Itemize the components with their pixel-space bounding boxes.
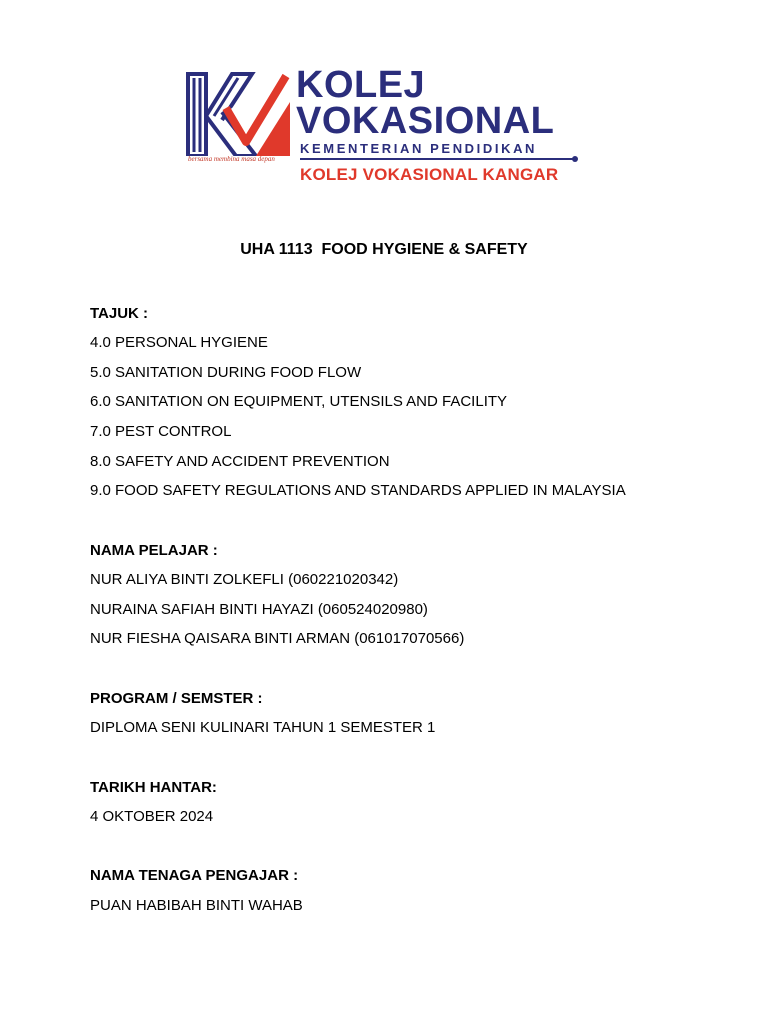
logo-line-vokasional: VOKASIONAL <box>296 100 555 142</box>
tajuk-label: TAJUK : <box>90 305 149 322</box>
tarikh-value: 4 OKTOBER 2024 <box>90 808 214 825</box>
pelajar-item: NURAINA SAFIAH BINTI HAYAZI (060524020980) <box>90 601 428 618</box>
kv-logo-mark-icon <box>186 72 296 156</box>
tajuk-item: 4.0 PERSONAL HYGIENE <box>90 334 268 351</box>
logo-line-kementerian: KEMENTERIAN PENDIDIKAN <box>300 141 538 156</box>
tajuk-item: 7.0 PEST CONTROL <box>90 423 232 440</box>
tajuk-item: 5.0 SANITATION DURING FOOD FLOW <box>90 364 362 381</box>
course-title: UHA 1113 FOOD HYGIENE & SAFETY <box>240 241 528 258</box>
tajuk-item: 6.0 SANITATION ON EQUIPMENT, UTENSILS AND FACILITY <box>90 393 508 410</box>
logo-line-kolej: KOLEJ <box>296 64 426 106</box>
tarikh-label: TARIKH HANTAR: <box>90 779 217 796</box>
logo-divider <box>300 158 574 160</box>
pengajar-label: NAMA TENAGA PENGAJAR : <box>90 867 299 884</box>
logo-tagline: bersama membina masa depan <box>188 155 275 163</box>
pelajar-label: NAMA PELAJAR : <box>90 542 218 559</box>
logo-line-kangar: KOLEJ VOKASIONAL KANGAR <box>300 165 559 184</box>
program-label: PROGRAM / SEMSTER : <box>90 690 263 707</box>
logo-divider-dot <box>572 156 578 162</box>
pelajar-item: NUR FIESHA QAISARA BINTI ARMAN (061017070566) <box>90 630 465 647</box>
pelajar-item: NUR ALIYA BINTI ZOLKEFLI (060221020342) <box>90 571 399 588</box>
tajuk-item: 9.0 FOOD SAFETY REGULATIONS AND STANDARDS APPLIED IN MALAYSIA <box>90 482 626 499</box>
college-logo <box>178 62 592 192</box>
program-value: DIPLOMA SENI KULINARI TAHUN 1 SEMESTER 1 <box>90 719 436 736</box>
pengajar-value: PUAN HABIBAH BINTI WAHAB <box>90 897 303 914</box>
tajuk-item: 8.0 SAFETY AND ACCIDENT PREVENTION <box>90 453 390 470</box>
